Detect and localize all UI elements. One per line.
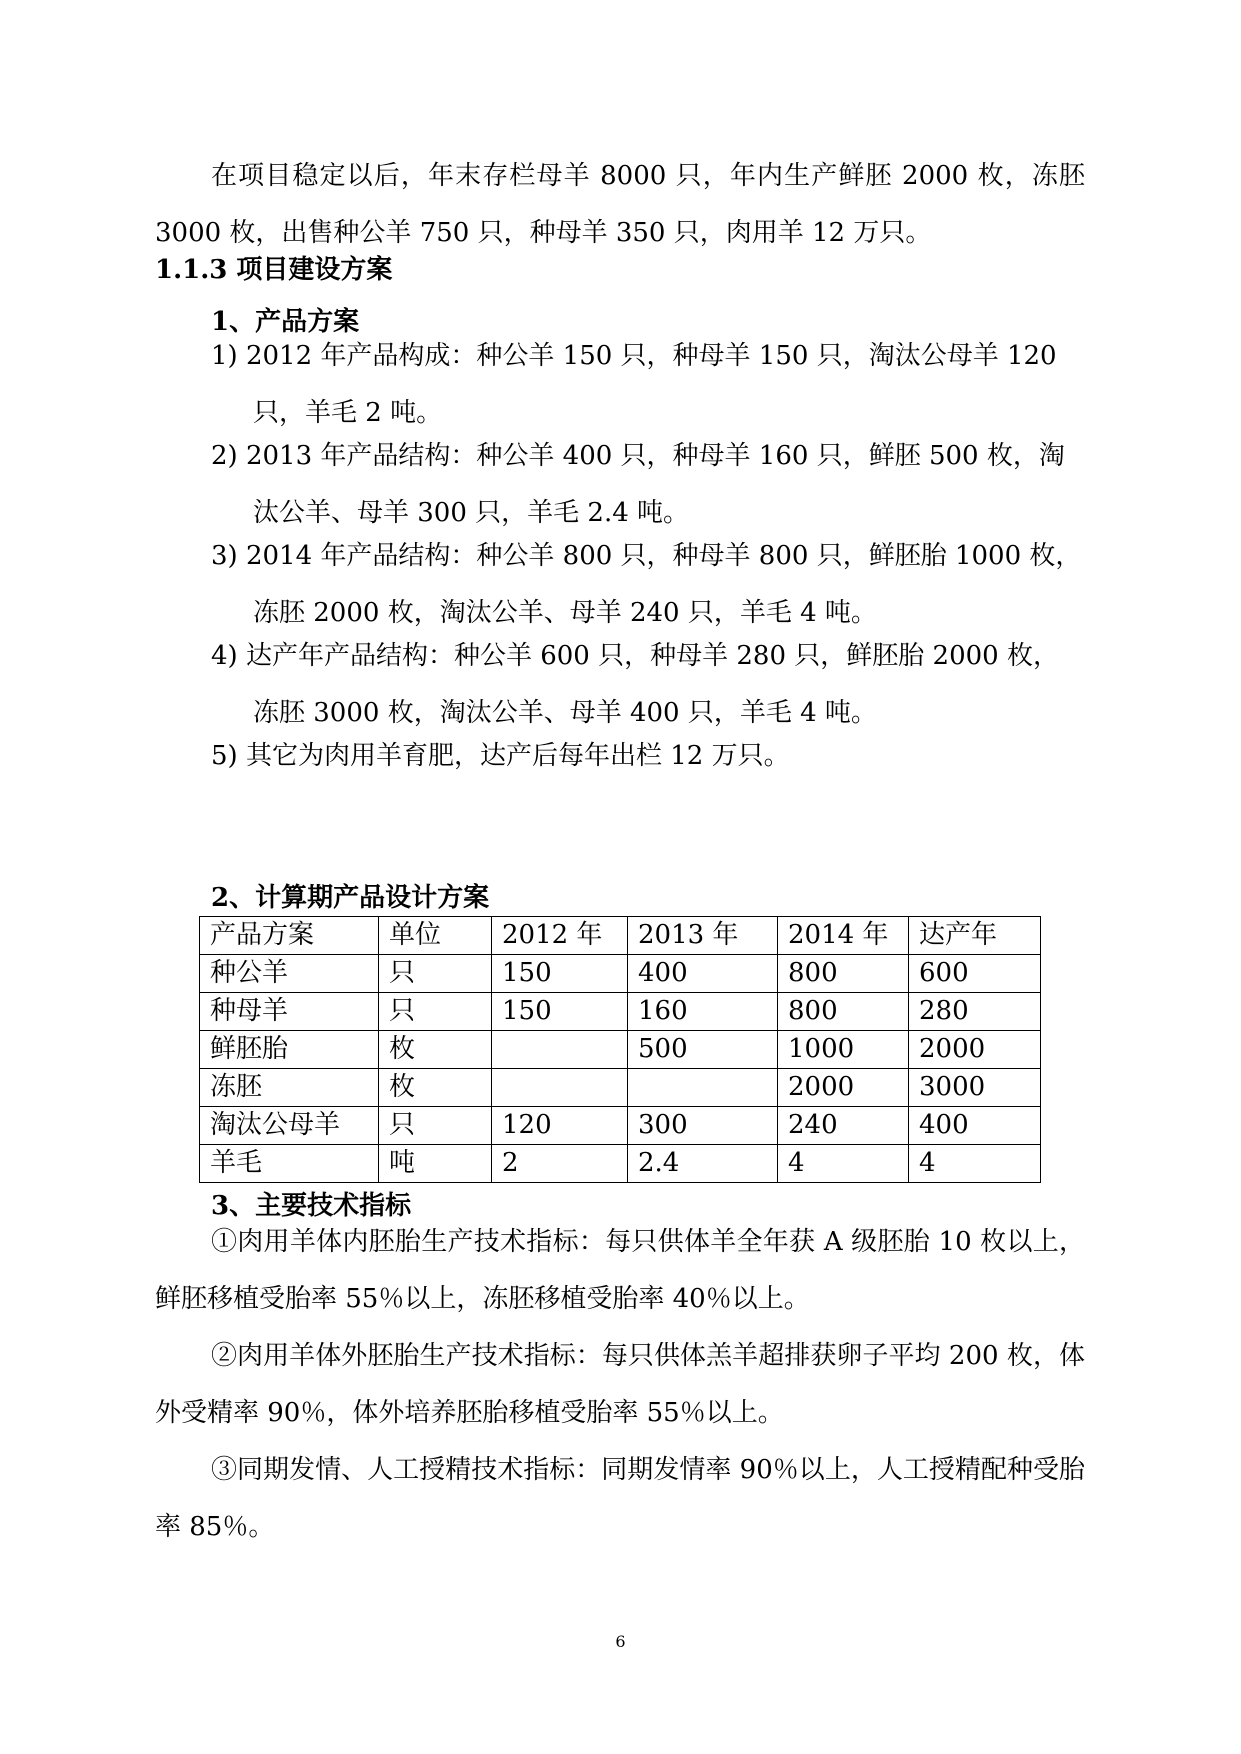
table-cell: 只 xyxy=(379,993,492,1031)
table-cell: 羊毛 xyxy=(200,1145,379,1183)
table-cell: 300 xyxy=(628,1107,778,1145)
list-item-line: 冻胚 3000 枚，淘汰公羊、母羊 400 只，羊毛 4 吨。 xyxy=(253,698,877,728)
table-cell: 240 xyxy=(778,1107,909,1145)
product-plan-title: 1、产品方案 xyxy=(211,307,360,337)
table-row xyxy=(200,993,1041,1031)
list-item xyxy=(211,328,1085,442)
table-cell: 枚 xyxy=(379,1031,492,1069)
table-header-cell: 2014 年 xyxy=(778,917,909,955)
table-cell: 2.4 xyxy=(628,1145,778,1183)
list-item-line: 3) 2014 年产品结构：种公羊 800 只，种母羊 800 只，鲜胚胎 1000 枚， xyxy=(211,541,1082,571)
table-cell: 枚 xyxy=(379,1069,492,1107)
table-cell xyxy=(492,1031,628,1069)
table-cell: 鲜胚胎 xyxy=(200,1031,379,1069)
table-row xyxy=(200,1069,1041,1107)
table-row xyxy=(200,955,1041,993)
list-item xyxy=(211,428,1085,542)
list-item-line: 2) 2013 年产品结构：种公羊 400 只，种母羊 160 只，鲜胚 500 枚，淘 xyxy=(211,441,1065,471)
table-row xyxy=(200,1145,1041,1183)
table-cell: 150 xyxy=(492,993,628,1031)
page-number: 6 xyxy=(615,1632,626,1651)
table-cell: 4 xyxy=(909,1145,1041,1183)
table-cell: 2000 xyxy=(778,1069,909,1107)
list-item-line: 1) 2012 年产品构成：种公羊 150 只，种母羊 150 只，淘汰公母羊 120 xyxy=(211,341,1057,371)
table-cell xyxy=(492,1069,628,1107)
table-cell: 3000 xyxy=(909,1069,1041,1107)
design-plan-title: 2、计算期产品设计方案 xyxy=(211,883,490,913)
table-cell: 冻胚 xyxy=(200,1069,379,1107)
table-header-cell: 单位 xyxy=(379,917,492,955)
table-header-cell: 2012 年 xyxy=(492,917,628,955)
product-design-table xyxy=(199,916,1041,1183)
table-cell: 1000 xyxy=(778,1031,909,1069)
table-cell: 150 xyxy=(492,955,628,993)
table-cell: 400 xyxy=(909,1107,1041,1145)
table-cell: 2 xyxy=(492,1145,628,1183)
tech-paragraph: ①肉用羊体内胚胎生产技术指标：每只供体羊全年获 A 级胚胎 10 枚以上，鲜胚移植受胎率 55％以上，冻胚移植受胎率 40％以上。 xyxy=(155,1227,1085,1314)
table-header-cell: 产品方案 xyxy=(200,917,379,955)
table-cell: 280 xyxy=(909,993,1041,1031)
table-cell xyxy=(628,1069,778,1107)
list-item xyxy=(211,528,1085,642)
table-header-cell: 达产年 xyxy=(909,917,1041,955)
table-cell: 4 xyxy=(778,1145,909,1183)
table-cell: 800 xyxy=(778,993,909,1031)
list-item-line: 汰公羊、母羊 300 只，羊毛 2.4 吨。 xyxy=(253,498,690,528)
table-cell: 600 xyxy=(909,955,1041,993)
tech-paragraph: ②肉用羊体外胚胎生产技术指标：每只供体羔羊超排获卵子平均 200 枚，体外受精率 90％，体外培养胚胎移植受胎率 55％以上。 xyxy=(155,1341,1085,1428)
table-header-cell: 2013 年 xyxy=(628,917,778,955)
table-cell: 只 xyxy=(379,1107,492,1145)
table-cell: 种母羊 xyxy=(200,993,379,1031)
list-item xyxy=(211,728,1085,785)
table-row xyxy=(200,1031,1041,1069)
table-row xyxy=(200,1107,1041,1145)
table-cell: 800 xyxy=(778,955,909,993)
list-item-line: 5) 其它为肉用羊育肥，达产后每年出栏 12 万只。 xyxy=(211,741,790,771)
table-cell: 400 xyxy=(628,955,778,993)
list-item-line: 4) 达产年产品结构：种公羊 600 只，种母羊 280 只，鲜胚胎 2000 枚， xyxy=(211,641,1059,671)
table-cell: 只 xyxy=(379,955,492,993)
tech-indicators-title: 3、主要技术指标 xyxy=(211,1191,412,1221)
tech-paragraph: ③同期发情、人工授精技术指标：同期发情率 90％以上，人工授精配种受胎率 85％。 xyxy=(155,1455,1085,1542)
table-cell: 500 xyxy=(628,1031,778,1069)
table-cell: 120 xyxy=(492,1107,628,1145)
section-title: 1.1.3 项目建设方案 xyxy=(155,255,393,285)
table-header-row xyxy=(200,917,1041,955)
intro-paragraph: 在项目稳定以后，年末存栏母羊 8000 只，年内生产鲜胚 2000 枚，冻胚 3000 枚，出售种公羊 750 只，种母羊 350 只，肉用羊 12 万只。 xyxy=(155,161,1085,248)
table-cell: 2000 xyxy=(909,1031,1041,1069)
table-cell: 160 xyxy=(628,993,778,1031)
list-item-line: 冻胚 2000 枚，淘汰公羊、母羊 240 只，羊毛 4 吨。 xyxy=(253,598,877,628)
list-item xyxy=(211,628,1085,742)
table-cell: 种公羊 xyxy=(200,955,379,993)
list-item-line: 只，羊毛 2 吨。 xyxy=(253,398,443,428)
table-cell: 淘汰公母羊 xyxy=(200,1107,379,1145)
table-cell: 吨 xyxy=(379,1145,492,1183)
